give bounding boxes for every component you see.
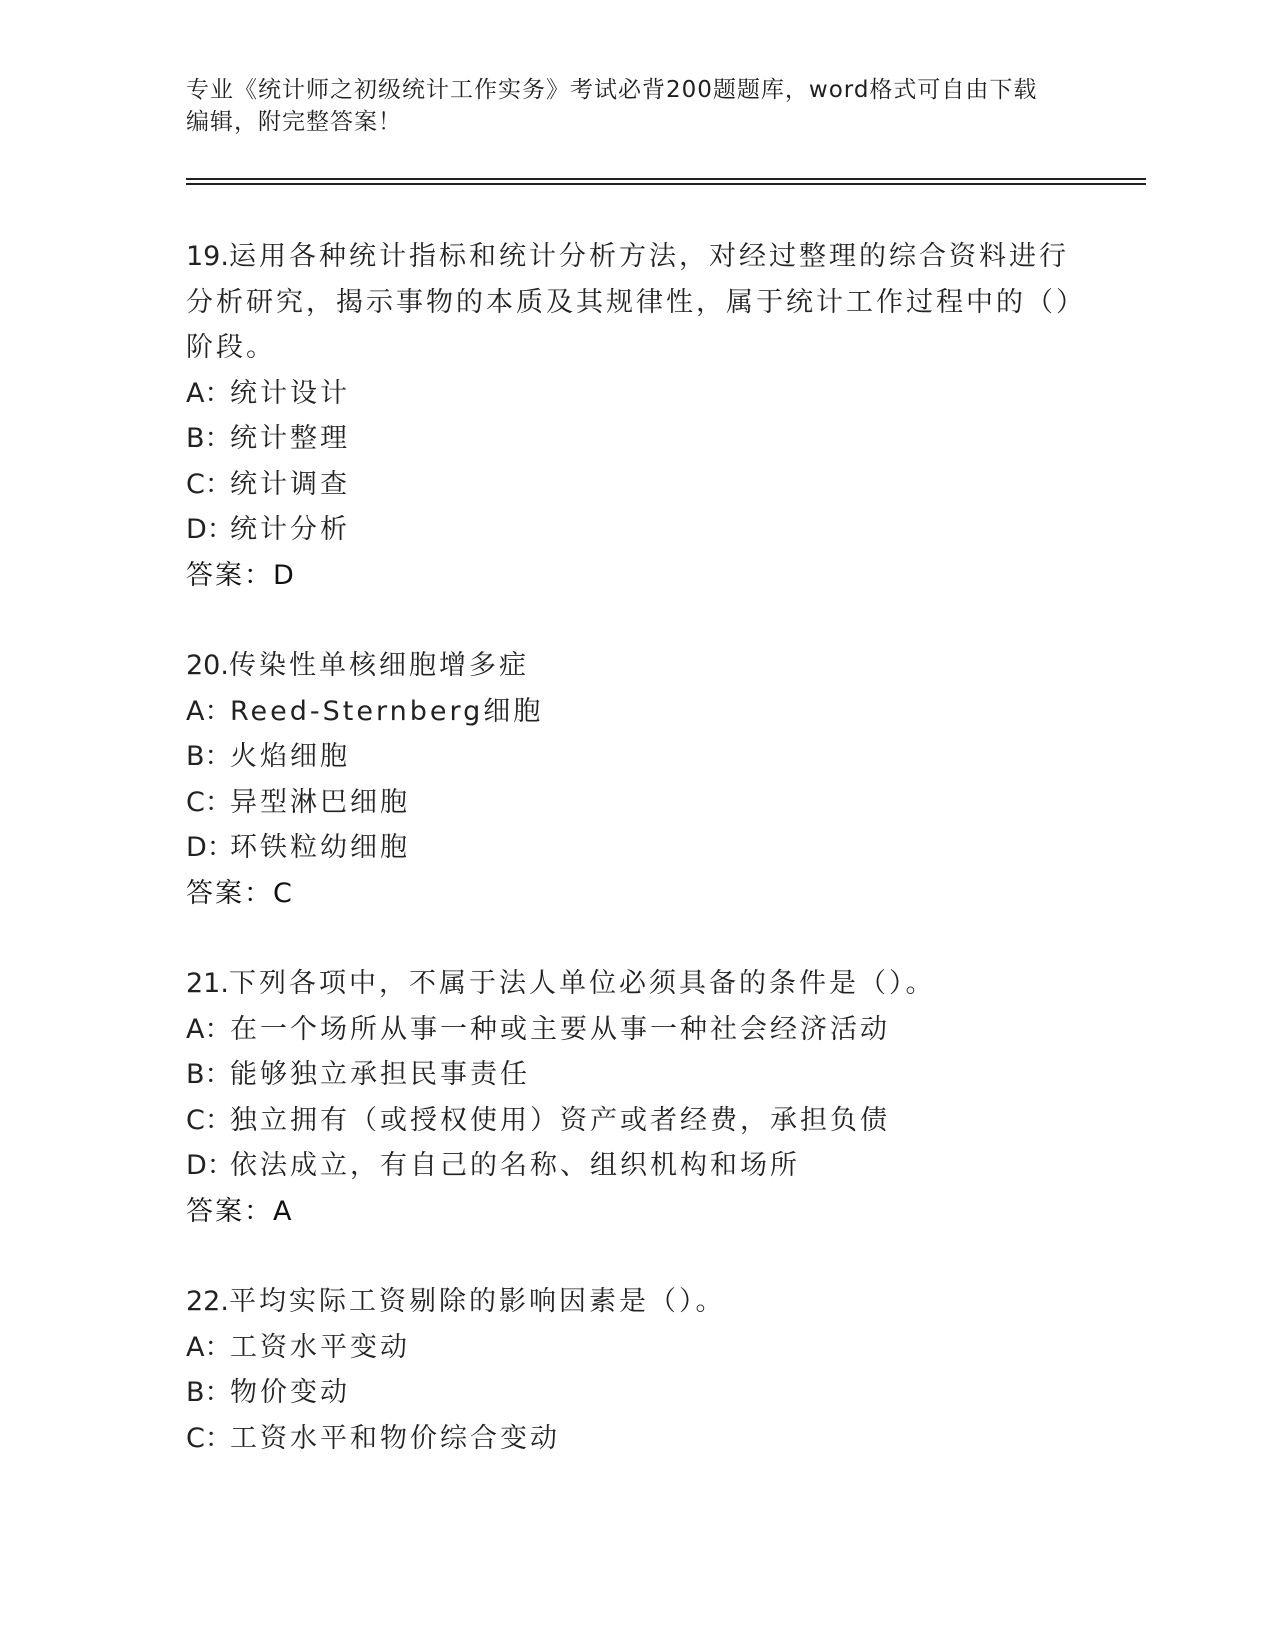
option-text: 物价变动 xyxy=(230,1377,350,1408)
option-item xyxy=(186,371,1126,417)
answer-line xyxy=(186,553,1126,599)
option-item xyxy=(186,1416,1126,1462)
option-key: C： xyxy=(186,786,232,818)
option-item xyxy=(186,1325,1126,1371)
option-text: 环铁粒幼细胞 xyxy=(230,832,410,863)
option-text: 统计整理 xyxy=(230,423,350,454)
question-item xyxy=(186,643,1126,916)
option-key: A： xyxy=(186,695,232,727)
question-number: 19. xyxy=(186,241,229,272)
question-text xyxy=(186,234,1076,371)
option-key: D： xyxy=(186,832,234,863)
option-text: 独立拥有（或授权使用）资产或者经费，承担负债 xyxy=(230,1104,890,1136)
option-key: A： xyxy=(186,1013,232,1045)
question-item xyxy=(186,1279,1126,1461)
option-key: A： xyxy=(186,377,232,409)
answer-value: C xyxy=(273,877,292,909)
option-key: B： xyxy=(186,423,232,454)
question-number: 20. xyxy=(186,650,229,681)
option-item xyxy=(186,462,1126,508)
option-key: D： xyxy=(186,1150,234,1181)
question-stem: 下列各项中，不属于法人单位必须具备的条件是（）。 xyxy=(228,968,936,999)
question-stem: 平均实际工资剔除的影响因素是（）。 xyxy=(228,1286,726,1317)
question-list xyxy=(186,234,1126,1506)
option-key: B： xyxy=(186,741,232,772)
answer-label: 答案： xyxy=(186,877,273,909)
option-item xyxy=(186,1370,1126,1416)
header-divider-bottom xyxy=(186,183,1146,185)
option-text: 工资水平变动 xyxy=(230,1331,410,1363)
option-key: B： xyxy=(186,1377,232,1408)
option-text: 依法成立，有自己的名称、组织机构和场所 xyxy=(230,1150,800,1181)
question-item xyxy=(186,234,1126,598)
question-text xyxy=(186,643,1076,689)
answer-label: 答案： xyxy=(186,1195,273,1227)
answer-value: D xyxy=(273,559,294,591)
question-stem: 运用各种统计指标和统计分析方法，对经过整理的综合资料进行分析研究，揭示事物的本质及其规律性，属于统计工作过程中的（）阶段。 xyxy=(186,241,1073,363)
option-item xyxy=(186,825,1126,871)
answer-line xyxy=(186,1189,1126,1235)
option-key: C： xyxy=(186,468,232,500)
option-key: C： xyxy=(186,1104,232,1136)
header-line-2: 编辑，附完整答案！ xyxy=(186,109,402,135)
header-divider-top xyxy=(186,178,1146,180)
answer-line xyxy=(186,871,1126,917)
option-text: 火焰细胞 xyxy=(230,741,350,772)
option-text: Reed-Sternberg细胞 xyxy=(230,695,544,727)
question-number: 21. xyxy=(186,968,229,999)
option-item xyxy=(186,780,1126,826)
answer-label: 答案： xyxy=(186,559,273,591)
option-item xyxy=(186,416,1126,462)
header-line-1: 专业《统计师之初级统计工作实务》考试必背200题题库，word格式可自由下载 xyxy=(186,77,1038,103)
option-text: 工资水平和物价综合变动 xyxy=(230,1422,560,1454)
option-item xyxy=(186,1007,1126,1053)
option-item xyxy=(186,689,1126,735)
option-text: 统计调查 xyxy=(230,468,350,500)
question-stem: 传染性单核细胞增多症 xyxy=(228,650,529,681)
document-header xyxy=(186,74,1086,138)
question-number: 22. xyxy=(186,1286,229,1317)
option-text: 统计分析 xyxy=(230,514,350,545)
option-item xyxy=(186,1143,1126,1189)
option-item xyxy=(186,1052,1126,1098)
option-item xyxy=(186,1098,1126,1144)
question-text xyxy=(186,961,1076,1007)
question-item xyxy=(186,961,1126,1234)
option-text: 能够独立承担民事责任 xyxy=(230,1059,530,1090)
option-text: 统计设计 xyxy=(230,377,350,409)
option-key: B： xyxy=(186,1059,232,1090)
question-text xyxy=(186,1279,1076,1325)
option-item xyxy=(186,734,1126,780)
answer-value: A xyxy=(273,1195,292,1227)
option-text: 异型淋巴细胞 xyxy=(230,786,410,818)
option-key: A： xyxy=(186,1331,232,1363)
option-key: D： xyxy=(186,514,234,545)
option-key: C： xyxy=(186,1422,232,1454)
option-text: 在一个场所从事一种或主要从事一种社会经济活动 xyxy=(230,1013,890,1045)
option-item xyxy=(186,507,1126,553)
